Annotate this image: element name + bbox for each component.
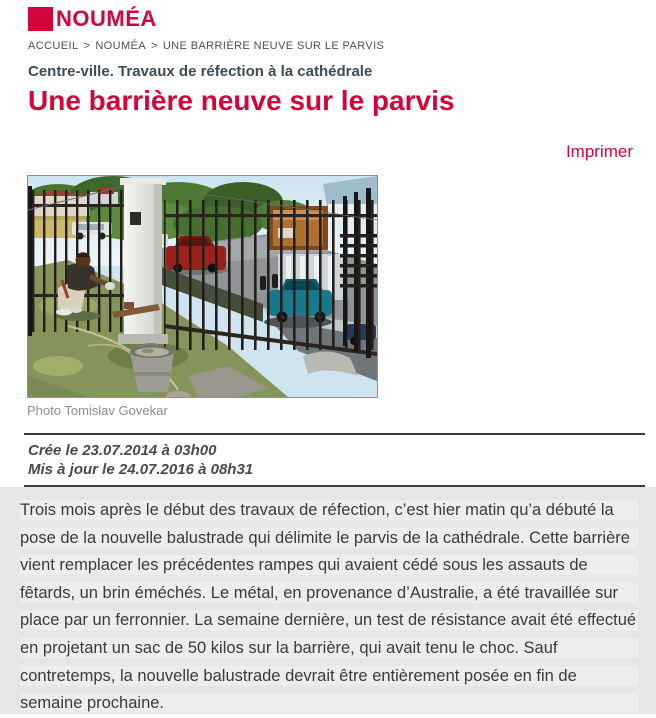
- updated-date: Mis à jour le 24.07.2016 à 08h31: [28, 461, 254, 478]
- section-title[interactable]: NOUMÉA: [56, 5, 157, 31]
- photo-caption: Photo Tomislav Govekar: [27, 403, 168, 418]
- breadcrumb: [28, 40, 656, 52]
- breadcrumb-separator: >: [83, 40, 91, 52]
- created-date: Crée le 23.07.2014 à 03h00: [28, 442, 217, 459]
- article-kicker: Centre-ville. Travaux de réfection à la cathédrale: [28, 63, 373, 80]
- print-row: [0, 143, 633, 162]
- breadcrumb-item-noumea[interactable]: NOUMÉA: [95, 40, 146, 52]
- breadcrumb-item-accueil[interactable]: ACCUEIL: [28, 40, 79, 52]
- photo-illustration: [28, 176, 377, 397]
- section-header: [0, 6, 656, 52]
- breadcrumb-separator: >: [151, 40, 158, 52]
- article-figure: [27, 175, 378, 418]
- section-logo-square: [28, 7, 53, 31]
- article-body: Trois mois après le début des travaux de réfection, c’est hier matin qu’a débuté la pose de la nouvelle balustrade qui délimite le parvis de la cathédrale. Cette barrière vient remplacer les précédentes rampes qui avaient cédé sous les assauts de fêtards, un brin éméchés. Le métal, en provenance d’Australie, a été travaillée sur place par un ferronnier. La semaine dernière, un test de résistance avait été effectué en projetant un sac de 50 kilos sur la barrière, qui avait tenu le choc. Sauf contretemps, la nouvelle balustrade devrait être entièrement posée en fin de semaine prochaine.: [20, 497, 638, 718]
- article-dates: [24, 433, 645, 487]
- article-photo: [27, 175, 378, 398]
- article-title: Une barrière neuve sur le parvis: [28, 85, 455, 116]
- article-body-section: [0, 487, 656, 714]
- print-link[interactable]: Imprimer: [565, 142, 633, 161]
- breadcrumb-item-current: UNE BARRIÈRE NEUVE SUR LE PARVIS: [162, 40, 385, 52]
